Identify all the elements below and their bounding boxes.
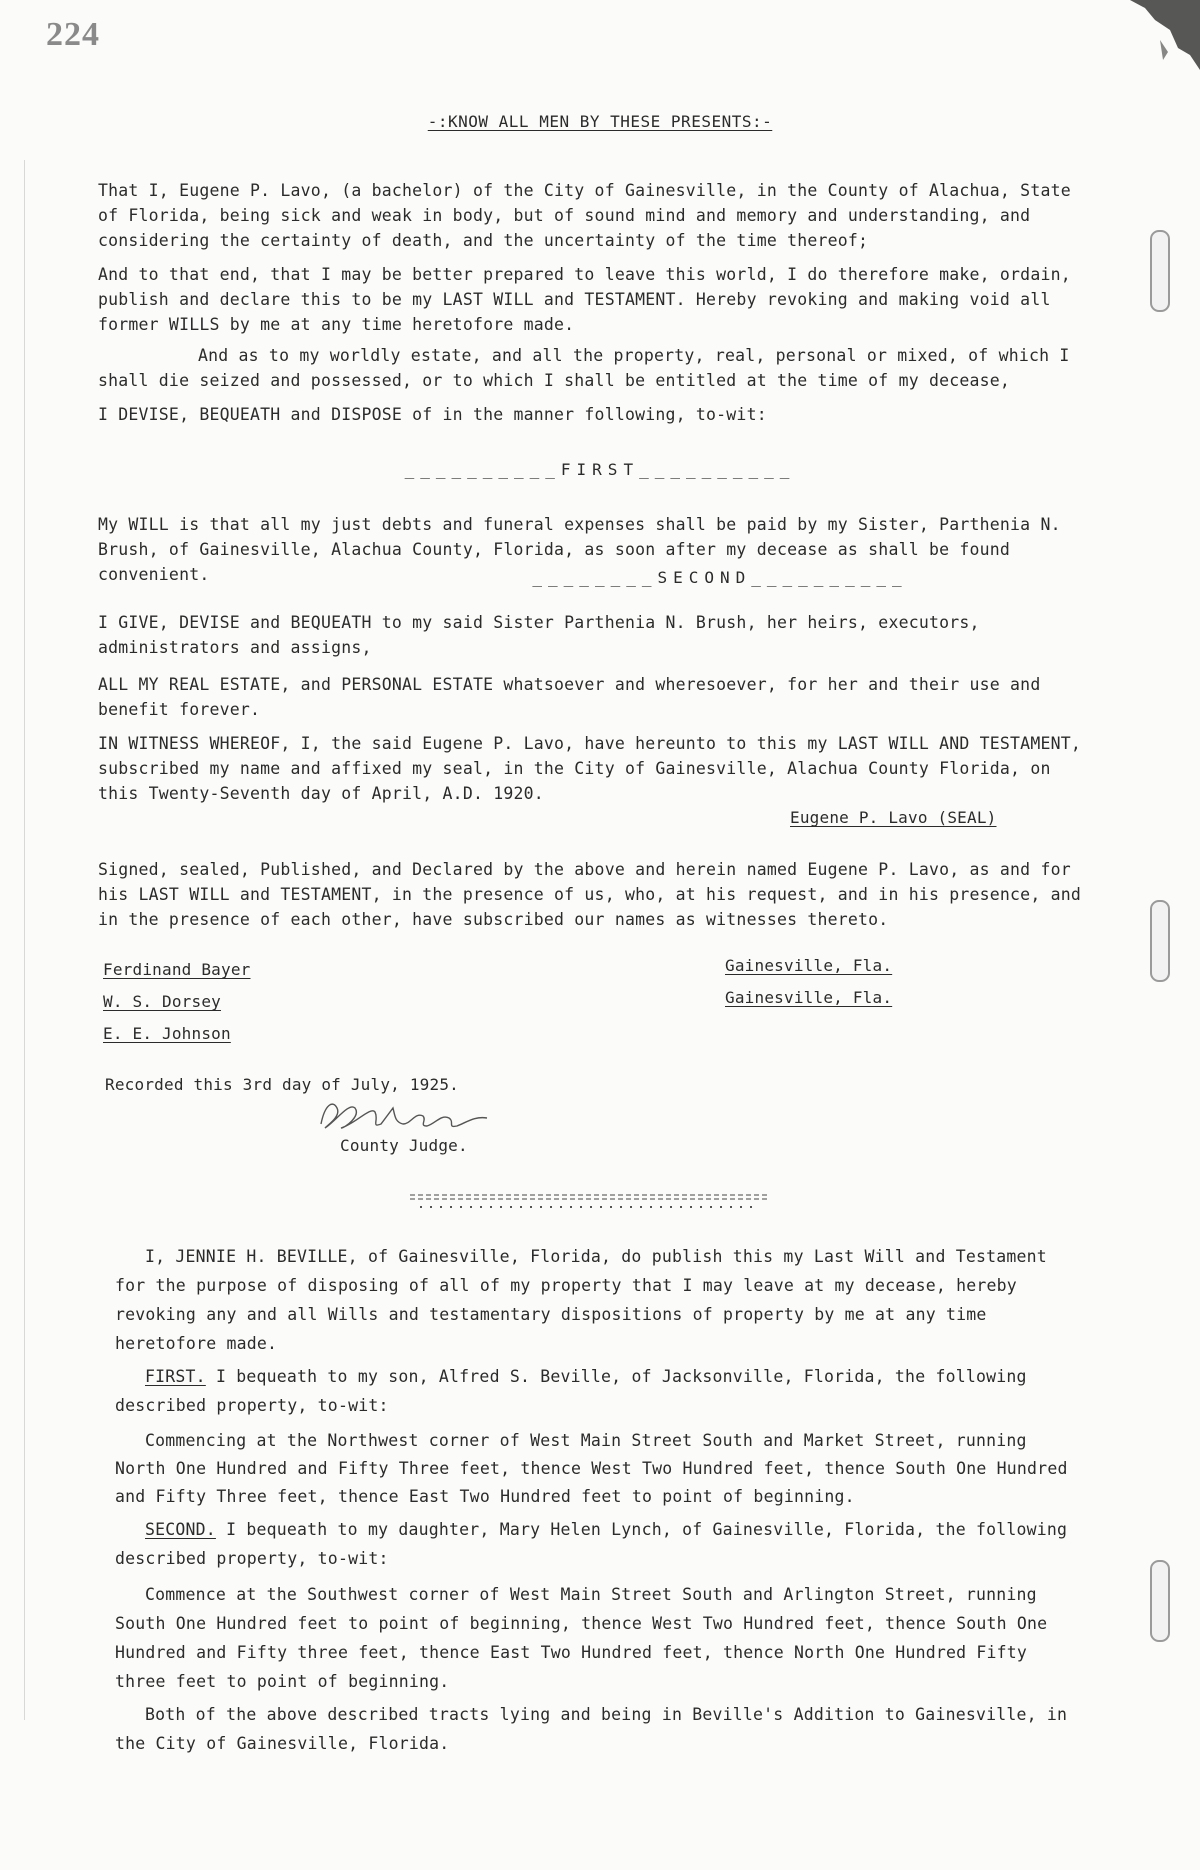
binder-hole-top <box>1150 230 1170 312</box>
torn-corner-mark <box>1100 0 1200 90</box>
will1-estate-clause: ALL MY REAL ESTATE, and PERSONAL ESTATE whatsoever and wheresoever, for her and their use and benefit forever. <box>98 675 1041 719</box>
page-edge-shadow <box>24 160 25 1720</box>
will2-first-description: Commencing at the Northwest corner of West Main Street South and Market Street, running North One Hundred and Fifty Three feet, thence West Two Hundred feet, thence South One Hundred and Fifty Three feet, thence East Two Hundred feet to point of beginning. <box>115 1431 1068 1506</box>
witness-1: Ferdinand Bayer <box>103 960 251 979</box>
will1-revocation-paragraph: And to that end, that I may be better prepared to leave this world, I do therefore make, ordain, publish and declare this to be my LAST WILL and TESTAMENT. Hereby revoking and making void all former WILLS by me at any time heretofore made. <box>98 265 1071 334</box>
document-header: -:KNOW ALL MEN BY THESE PRESENTS:- <box>427 112 773 131</box>
will1-first-heading: __________FIRST__________ <box>404 460 796 479</box>
will2-second-text: I bequeath to my daughter, Mary Helen Lynch, of Gainesville, Florida, the following described property, to-wit: <box>115 1520 1068 1568</box>
binder-hole-middle <box>1150 900 1170 982</box>
witness-2: W. S. Dorsey <box>103 992 221 1011</box>
will2-closing: Both of the above described tracts lying and being in Beville's Addition to Gainesville, in the City of Gainesville, Florida. <box>115 1705 1068 1753</box>
first-heading-text: FIRST <box>560 460 640 479</box>
second-heading-text: SECOND <box>657 568 752 587</box>
witness-place-2: Gainesville, Fla. <box>725 988 893 1007</box>
testator-signature: Eugene P. Lavo (SEAL) <box>790 808 997 827</box>
will1-devise-line: I DEVISE, BEQUEATH and DISPOSE of in the manner following, to-wit: <box>98 405 767 424</box>
judge-handwritten-signature <box>315 1094 495 1138</box>
will2-first-clause <box>115 1362 1070 1420</box>
will2-second-description: Commence at the Southwest corner of West Main Street South and Arlington Street, running South One Hundred feet to point of beginning, thence West Two Hundred feet, thence South One Hundred and Fifty three feet, thence East Two Hundred feet, thence North One Hundred Fifty three feet to point of beginning. <box>115 1585 1048 1691</box>
will2-intro: I, JENNIE H. BEVILLE, of Gainesville, Florida, do publish this my Last Will and Testament for the purpose of disposing of all of my property that I may leave at my decease, hereby revoking any and all Wills and testamentary dispositions of property by me at any time heretofore made. <box>115 1247 1047 1353</box>
will2-first-text: I bequeath to my son, Alfred S. Beville, of Jacksonville, Florida, the following described property, to-wit: <box>115 1367 1027 1415</box>
will1-estate-paragraph: And as to my worldly estate, and all the property, real, personal or mixed, of which I shall die seized and possessed, or to which I shall be entitled at the time of my decease, <box>98 346 1070 390</box>
witness-3: E. E. Johnson <box>103 1024 231 1043</box>
will1-second-clause: I GIVE, DEVISE and BEQUEATH to my said Sister Parthenia N. Brush, her heirs, executors, administrators and assigns, <box>98 613 980 657</box>
recorded-line: Recorded this 3rd day of July, 1925. <box>105 1075 459 1094</box>
judge-title: County Judge. <box>340 1136 468 1155</box>
will1-first-clause: My WILL is that all my just debts and funeral expenses shall be paid by my Sister, Parthenia N. Brush, of Gainesville, Alachua County, Florida, as soon after my decease as shall be found convenient. <box>98 515 1061 584</box>
will2-second-clause <box>115 1515 1070 1573</box>
section-divider <box>410 1185 770 1215</box>
will2-first-label: FIRST. <box>145 1367 206 1386</box>
witness-place-1: Gainesville, Fla. <box>725 956 893 975</box>
will1-second-heading: ________SECOND__________ <box>532 568 908 587</box>
will1-attestation: Signed, sealed, Published, and Declared by the above and herein named Eugene P. Lavo, as and for his LAST WILL and TESTAMENT, in the presence of us, who, at his request, and in his presence, and in the presence of each other, have subscribed our names as witnesses thereto. <box>98 860 1081 929</box>
will1-opening-paragraph: That I, Eugene P. Lavo, (a bachelor) of the City of Gainesville, in the County of Alachua, State of Florida, being sick and weak in body, but of sound mind and memory and understanding, and considering the certainty of death, and the uncertainty of the time thereof; <box>98 181 1071 250</box>
page-number: 224 <box>46 16 100 53</box>
will2-second-label: SECOND. <box>145 1520 216 1539</box>
will1-witness-clause: IN WITNESS WHEREOF, I, the said Eugene P. Lavo, have hereunto to this my LAST WILL AND TESTAMENT, subscribed my name and affixed my seal, in the City of Gainesville, Alachua County Florida, on this Twenty-Seventh day of April, A.D. 1920. <box>98 734 1081 803</box>
binder-hole-bottom <box>1150 1560 1170 1642</box>
